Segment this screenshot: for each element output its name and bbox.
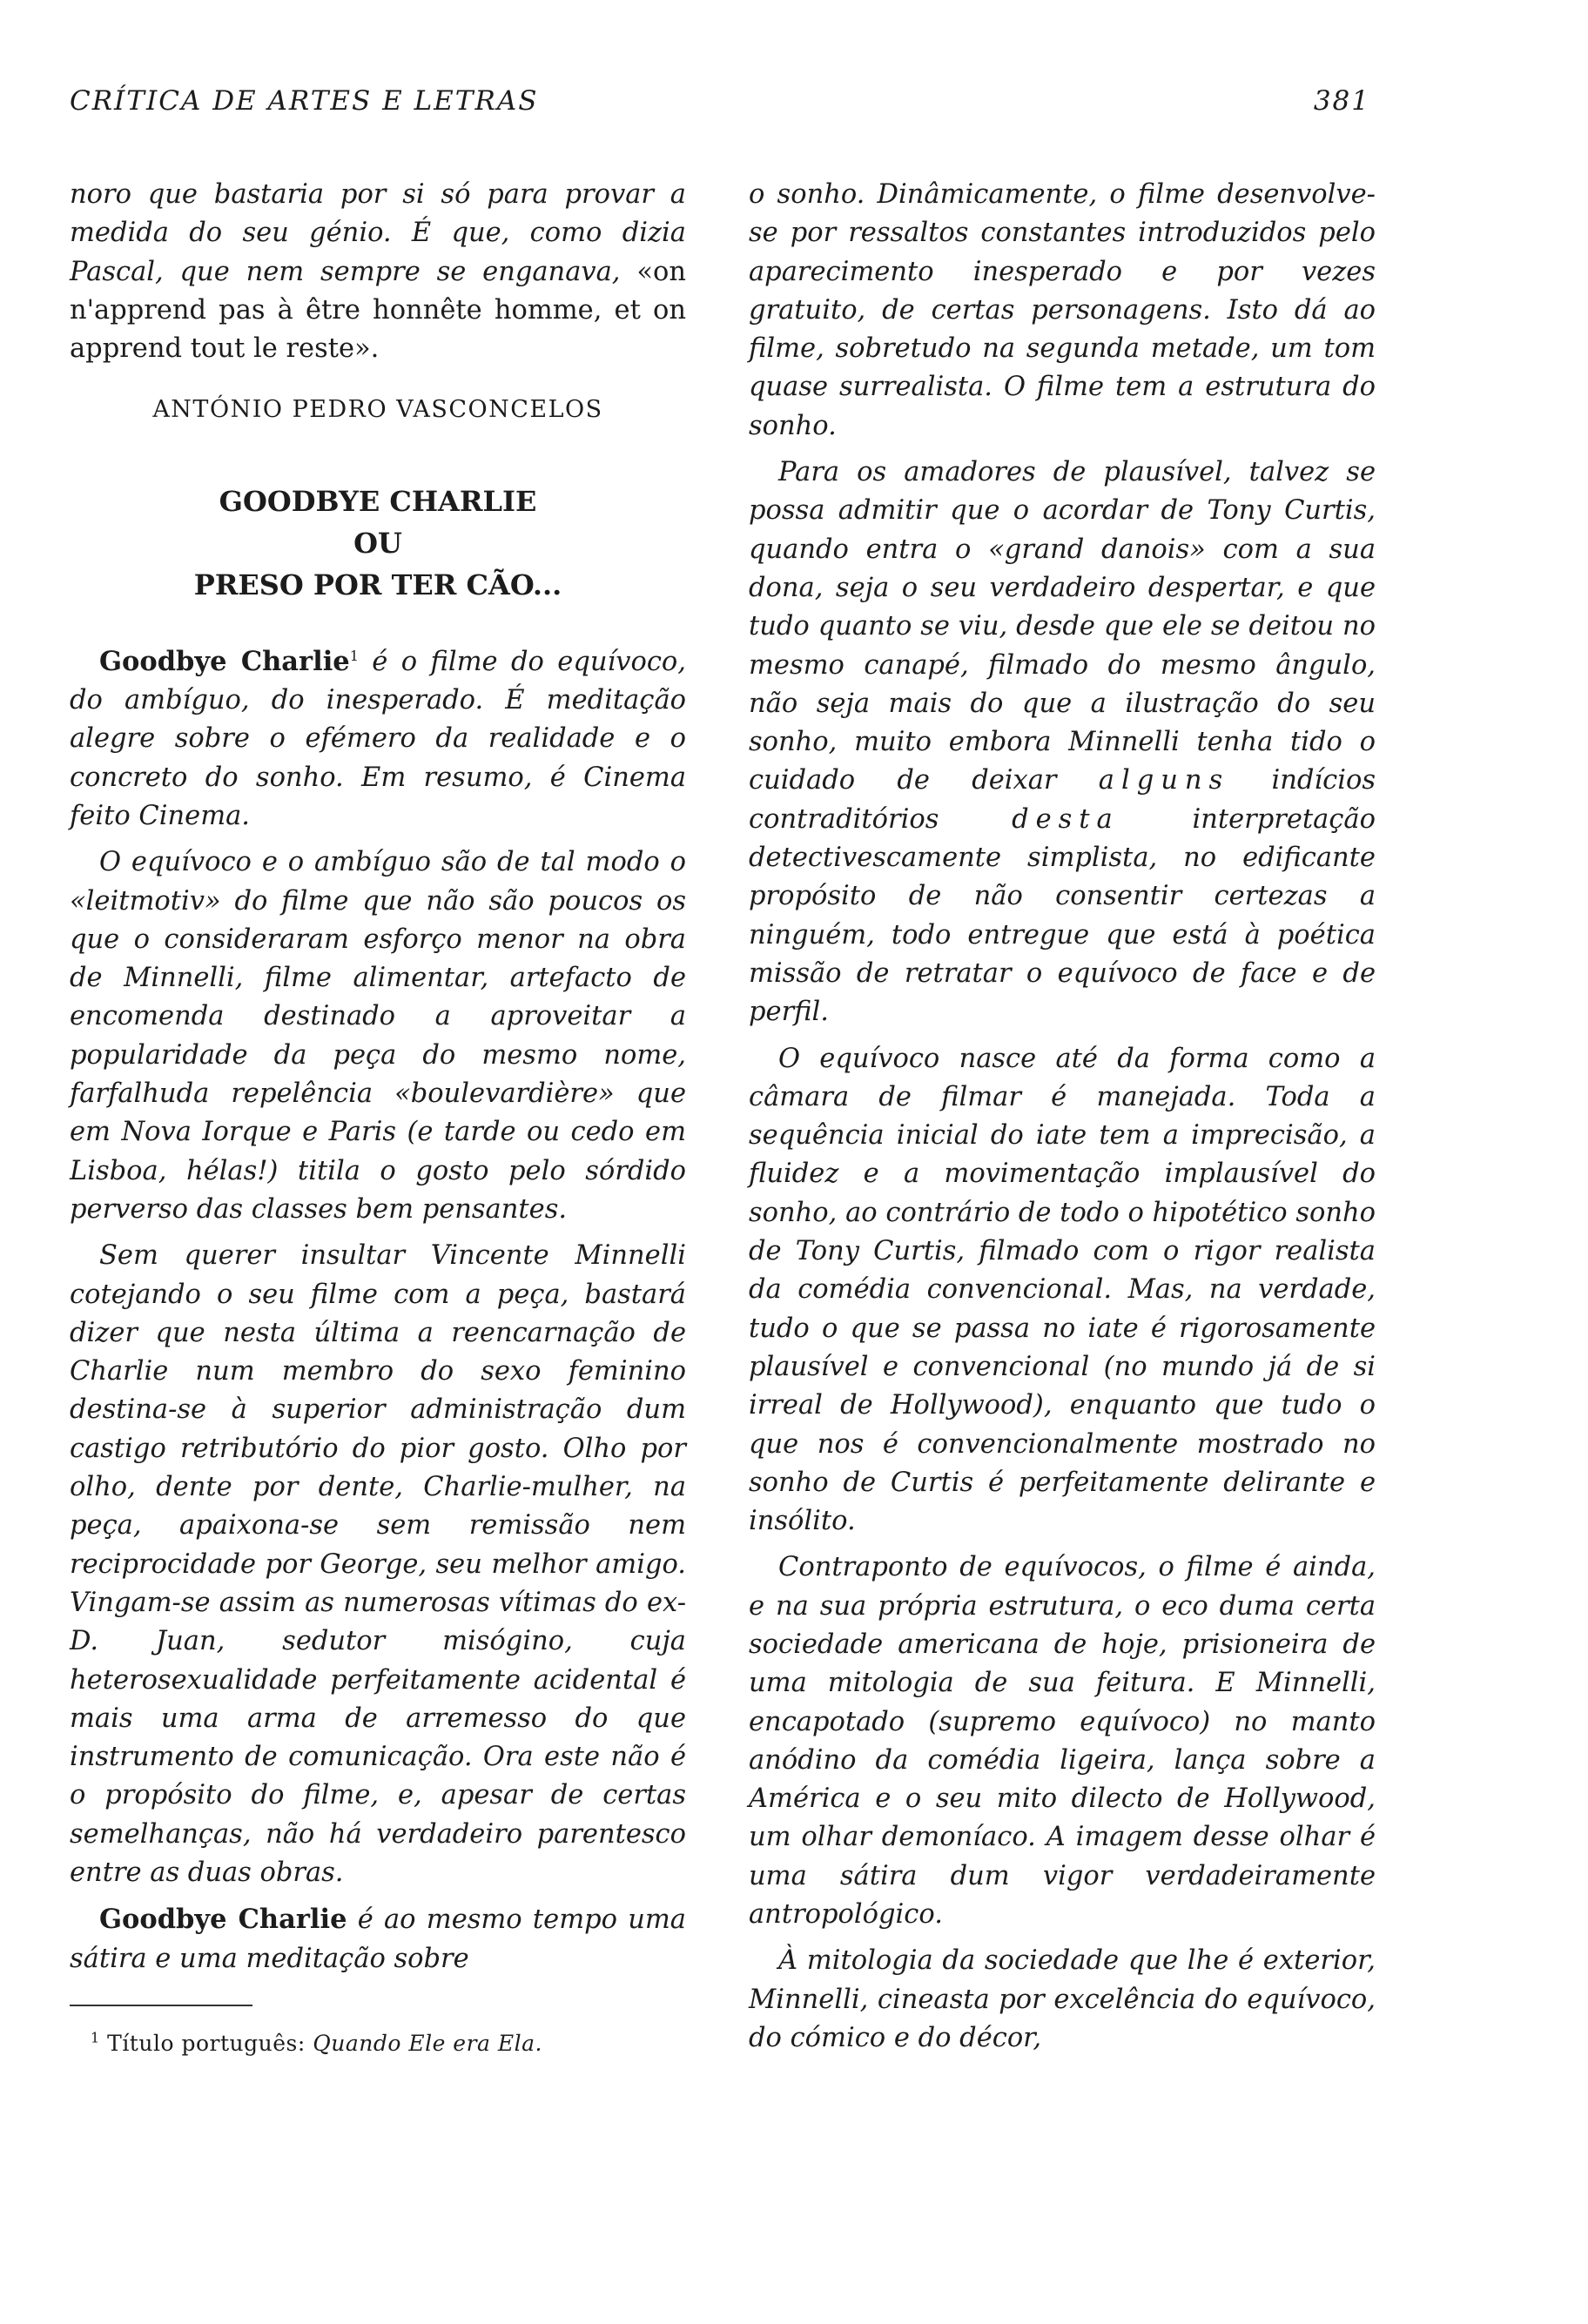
- footnote-divider: [70, 2005, 252, 2006]
- article-heading: [70, 480, 686, 606]
- footnote-title: Quando Ele era Ela.: [313, 2030, 543, 2056]
- film-title: Goodbye Charlie: [99, 645, 350, 677]
- paragraph-text: Para os amadores de plausível, talvez se possa admitir que o acordar de Tony Curtis, quando entra o «grand danois» com a sua dona, seja o seu verdadeiro despertar, e que tudo quanto se viu, desde que ele se deitou no mesmo canapé, filmado do mesmo ângulo, não seja mais do que a ilustração do seu sonho, muito embora Minnelli tenha tido o cuidado de deixar: [749, 457, 1376, 796]
- footnote-label: Título português:: [107, 2030, 306, 2056]
- paragraph-text: é ao mesmo tempo uma sátira e uma meditação sobre: [70, 1904, 686, 1974]
- paragraph: O equívoco e o ambíguo são de tal modo o «leitmotiv» do filme que não são poucos os que o consideraram esforço menor na obra de Minnelli, filme alimentar, artefacto de encomenda destinado a aproveitar a popularidade da peça do mesmo nome, farfalhuda repelência «boulevardière» que em Nova Iorque e Paris (e tarde ou cedo em Lisboa, hélas!) titila o gosto pelo sórdido perverso das classes bem pensantes.: [70, 847, 686, 1225]
- running-title: CRÍTICA DE ARTES E LETRAS: [70, 85, 539, 117]
- right-column: [749, 176, 1376, 2058]
- spaced-word: alguns: [1098, 765, 1230, 796]
- paragraph-text: noro que bastaria por si só para provar a medida do seu génio. É que, como dizia Pascal, que nem sempre se enganava,: [70, 179, 686, 287]
- left-column: [70, 176, 686, 2059]
- paragraph: O equívoco nasce até da forma como a câmara de filmar é manejada. Toda a sequência inicial do iate tem a imprecisão, a fluidez e a movimentação implausível do sonho, ao contrário de todo o hipotético sonho de Tony Curtis, filmado com o rigor realista da comédia convencional. Mas, na verdade, tudo o que se passa no iate é rigorosamente plausível e convencional (no mundo já de si irreal de Hollywood), enquanto que tudo o que nos é convencionalmente mostrado no sonho de Curtis é perfeitamente delirante e insólito.: [749, 1043, 1376, 1537]
- paragraph: [70, 642, 686, 836]
- page-number: 381: [1313, 85, 1370, 117]
- spaced-word: desta: [1012, 803, 1120, 835]
- quote-text: «on n'apprend pas à être honnête homme, et on apprend tout le reste».: [70, 256, 686, 365]
- paragraph: o sonho. Dinâmicamente, o filme desenvolve-se por ressaltos constantes introduzidos pelo aparecimento inesperado e por vezes gratuito, de certas personagens. Isto dá ao filme, sobretudo na segunda metade, um tom quase surrealista. O filme tem a estrutura do sonho.: [749, 179, 1376, 441]
- author-signature: ANTÓNIO PEDRO VASCONCELOS: [152, 396, 603, 424]
- paragraph-text: é o filme do equívoco, do ambíguo, do inesperado. É meditação alegre sobre o efémero da realidade e o concreto do sonho. Em resumo, é Cinema feito Cinema.: [70, 646, 686, 831]
- heading-line: OU: [353, 526, 402, 560]
- footnote-ref: 1: [349, 647, 359, 664]
- heading-line: PRESO POR TER CÃO...: [193, 568, 562, 601]
- paragraph-text: interpretação detectivescamente simplista, no edificante propósito de não consentir certezas a ninguém, todo entregue que está à poética missão de retratar o equívoco de face e de perfil.: [749, 803, 1376, 1028]
- paragraph: [749, 453, 1376, 1031]
- footnote: [70, 2029, 686, 2059]
- paragraph: [70, 1900, 686, 1978]
- footnote-number: 1: [91, 2029, 100, 2046]
- heading-line: GOODBYE CHARLIE: [219, 484, 537, 518]
- paragraph: [70, 176, 686, 368]
- paragraph: Contraponto de equívocos, o filme é ainda, e na sua própria estrutura, o eco duma certa sociedade americana de hoje, prisioneira de uma mitologia de sua feitura. E Minnelli, encapotado (supremo equívoco) no manto anódino da comédia ligeira, lança sobre a América e o seu mito dilecto de Hollywood, um olhar demoníaco. A imagem desse olhar é uma sátira dum vigor verdadeiramente antropológico.: [749, 1552, 1376, 1931]
- paragraph-text: indícios contraditórios: [749, 765, 1376, 835]
- paragraph: Sem querer insultar Vincente Minnelli cotejando o seu filme com a peça, bastará dizer que nesta última a reencarnação de Charlie num membro do sexo feminino destina-se à superior administração dum castigo retributório do pior gosto. Olho por olho, dente por dente, Charlie-mulher, na peça, apaixona-se sem remissão nem reciprocidade por George, seu melhor amigo. Vingam-se assim as numerosas vítimas do ex-D. Juan, sedutor misógino, cuja heterosexualidade perfeitamente acidental é mais uma arma de arremesso do que instrumento de comunicação. Ora este não é o propósito do filme, e, apesar de certas semelhanças, não há verdadeiro parentesco entre as duas obras.: [70, 1240, 686, 1888]
- paragraph: À mitologia da sociedade que lhe é exterior, Minnelli, cineasta por excelência do equívoco, do cómico e do décor,: [749, 1945, 1376, 2053]
- running-head: [70, 85, 1370, 124]
- film-title: Goodbye Charlie: [99, 1904, 347, 1936]
